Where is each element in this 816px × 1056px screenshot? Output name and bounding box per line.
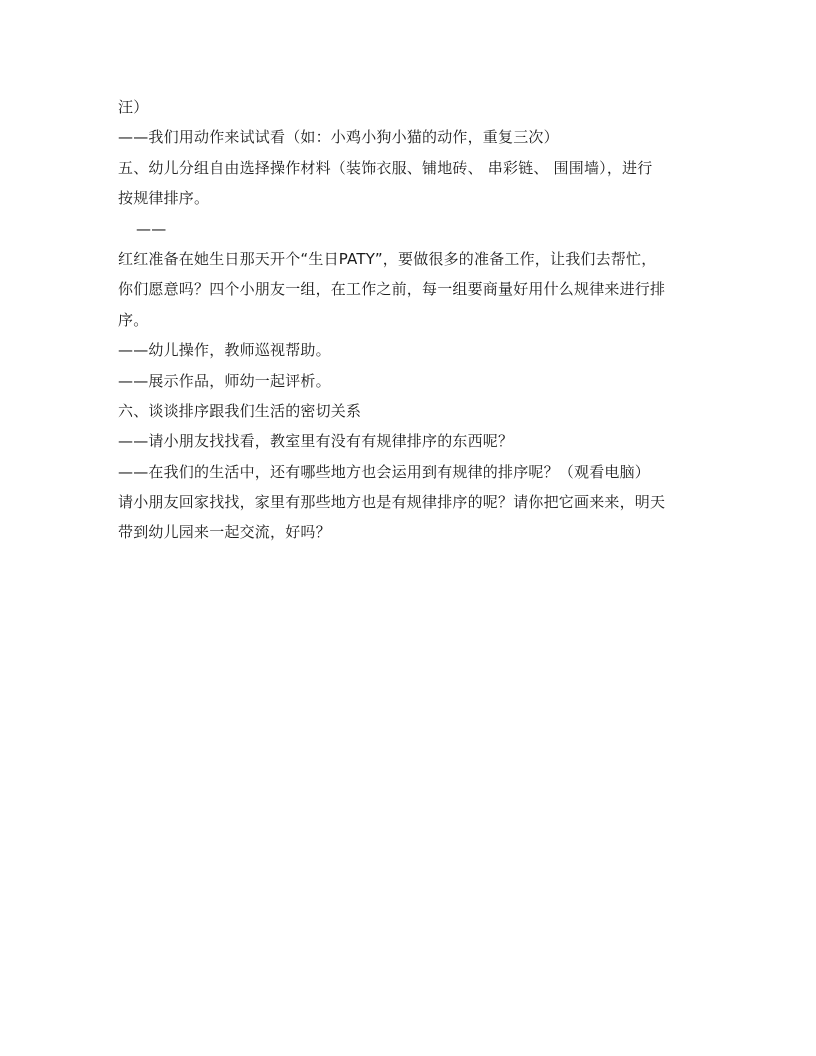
text-line: ——幼儿操作，教师巡视帮助。 [118,341,331,360]
dash-line: —— [136,219,167,238]
document-body [118,92,708,548]
text-line: 你们愿意吗？四个小朋友一组，在工作之前，每一组要商量好用什么规律来进行排 [118,280,666,299]
text-line: ——请小朋友找找看，教室里有没有有规律排序的东西呢？ [118,432,514,451]
text-line: 带到幼儿园来一起交流，好吗？ [118,523,331,542]
text-line: ——展示作品，师幼一起评析。 [118,371,331,390]
text-line: ——在我们的生活中，还有哪些地方也会运用到有规律的排序呢？（观看电脑） [118,462,651,481]
text-line: 序。 [118,310,149,329]
text-line: ——我们用动作来试试看（如：小鸡小狗小猫的动作，重复三次） [118,128,559,147]
text-line: 汪） [118,98,149,116]
text-line: 红红准备在她生日那天开个“生日PATY”，要做很多的准备工作，让我们去帮忙， [118,249,657,268]
text-line: 按规律排序。 [118,189,210,208]
section-heading-5: 五、幼儿分组自由选择操作材料（装饰衣服、铺地砖、 串彩链、 围围墙），进行 [118,158,653,177]
section-heading-6: 六、谈谈排序跟我们生活的密切关系 [118,401,362,420]
text-line: 请小朋友回家找找，家里有那些地方也是有规律排序的呢？请你把它画来来，明天 [118,493,666,512]
